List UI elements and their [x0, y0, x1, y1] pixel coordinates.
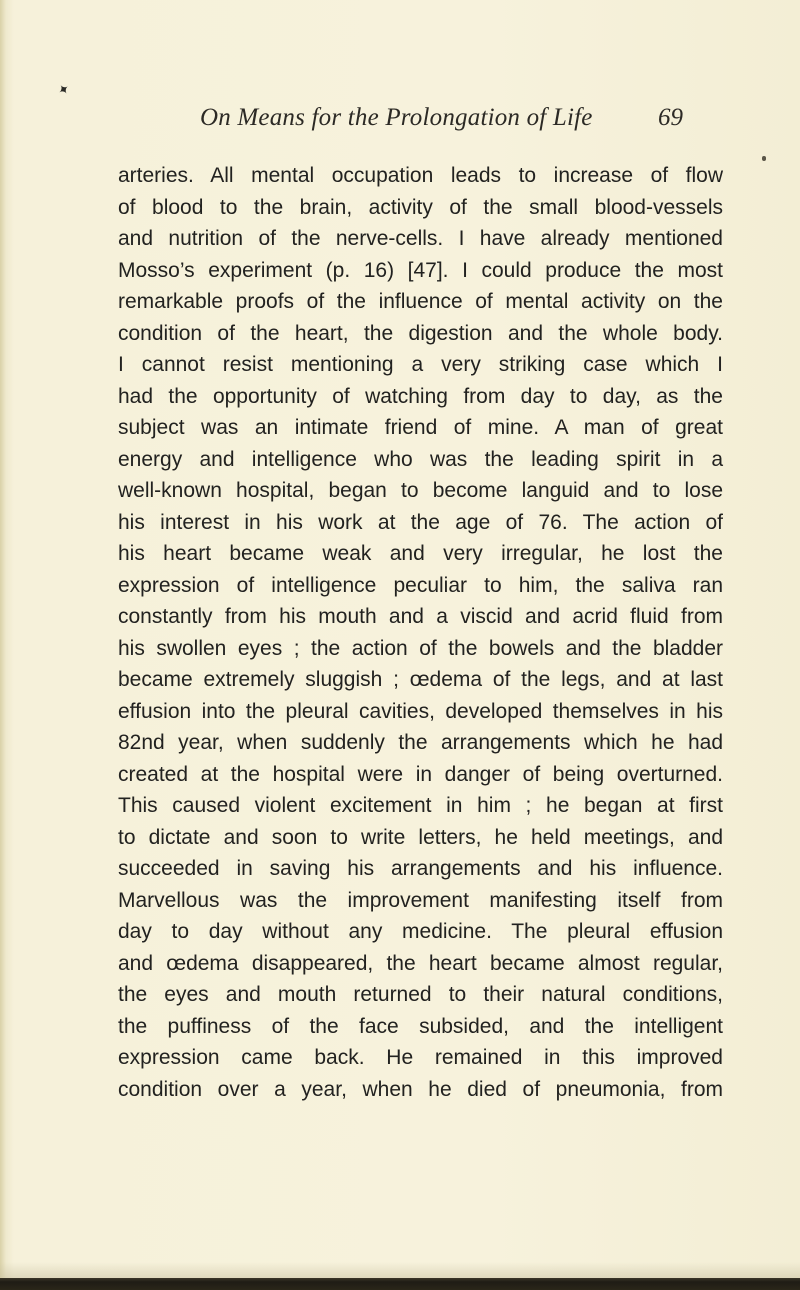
text-line: had the opportunity of watching from day to day, as the	[118, 384, 723, 408]
text-line: remarkable proofs of the influence of mental activity on the	[118, 290, 723, 313]
page-bottom-edge	[0, 1278, 800, 1290]
text-line: the eyes and mouth returned to their natural conditions,	[118, 983, 723, 1006]
text-line: I cannot resist mentioning a very striking case which I	[118, 353, 723, 376]
text-line: and œdema disappeared, the heart became almost regular,	[118, 951, 723, 975]
text-line: well-known hospital, began to become languid and to lose	[118, 479, 723, 502]
text-line: condition over a year, when he died of pneumonia, from	[118, 1077, 723, 1101]
text-line: Mosso’s experiment (p. 16) [47]. I could produce the most	[118, 258, 723, 282]
text-line: effusion into the pleural cavities, developed themselves in his	[118, 699, 723, 723]
text-line: This caused violent excitement in him ; he began at first	[118, 794, 723, 817]
running-head: On Means for the Prolongation of Life	[200, 104, 593, 131]
text-line: energy and intelligence who was the leading spirit in a	[118, 447, 723, 471]
text-line: his interest in his work at the age of 76. The action of	[118, 510, 723, 534]
ink-speck	[762, 156, 766, 161]
text-line: to dictate and soon to write letters, he held meetings, and	[118, 825, 723, 849]
text-line: and nutrition of the nerve-cells. I have already mentioned	[118, 227, 723, 250]
pencil-mark-icon: ✦	[54, 80, 74, 101]
text-line: the puffiness of the face subsided, and the intelligent	[118, 1014, 723, 1038]
text-line: of blood to the brain, activity of the small blood-vessels	[118, 195, 723, 219]
text-line: constantly from his mouth and a viscid and acrid fluid from	[118, 605, 723, 628]
text-line: day to day without any medicine. The pleural effusion	[118, 920, 723, 943]
text-line: condition of the heart, the digestion and the whole body.	[118, 321, 723, 345]
text-line: succeeded in saving his arrangements and his influence.	[118, 857, 723, 880]
text-line: Marvellous was the improvement manifesting itself from	[118, 888, 723, 912]
page-gutter-edge	[0, 0, 6, 1290]
text-line: expression of intelligence peculiar to him, the saliva ran	[118, 573, 723, 597]
page-number: 69	[658, 104, 683, 131]
text-line: became extremely sluggish ; œdema of the legs, and at last	[118, 668, 723, 691]
body-text	[118, 160, 723, 1105]
text-line: his swollen eyes ; the action of the bowels and the bladder	[118, 636, 723, 660]
text-line: created at the hospital were in danger of being overturned.	[118, 762, 723, 786]
text-line: his heart became weak and very irregular, he lost the	[118, 542, 723, 565]
text-line: arteries. All mental occupation leads to increase of flow	[118, 164, 723, 187]
text-line: subject was an intimate friend of mine. A man of great	[118, 416, 723, 439]
page-bottom-shadow	[0, 1262, 800, 1278]
text-line: expression came back. He remained in this improved	[118, 1046, 723, 1069]
text-line: 82nd year, when suddenly the arrangements which he had	[118, 731, 723, 754]
